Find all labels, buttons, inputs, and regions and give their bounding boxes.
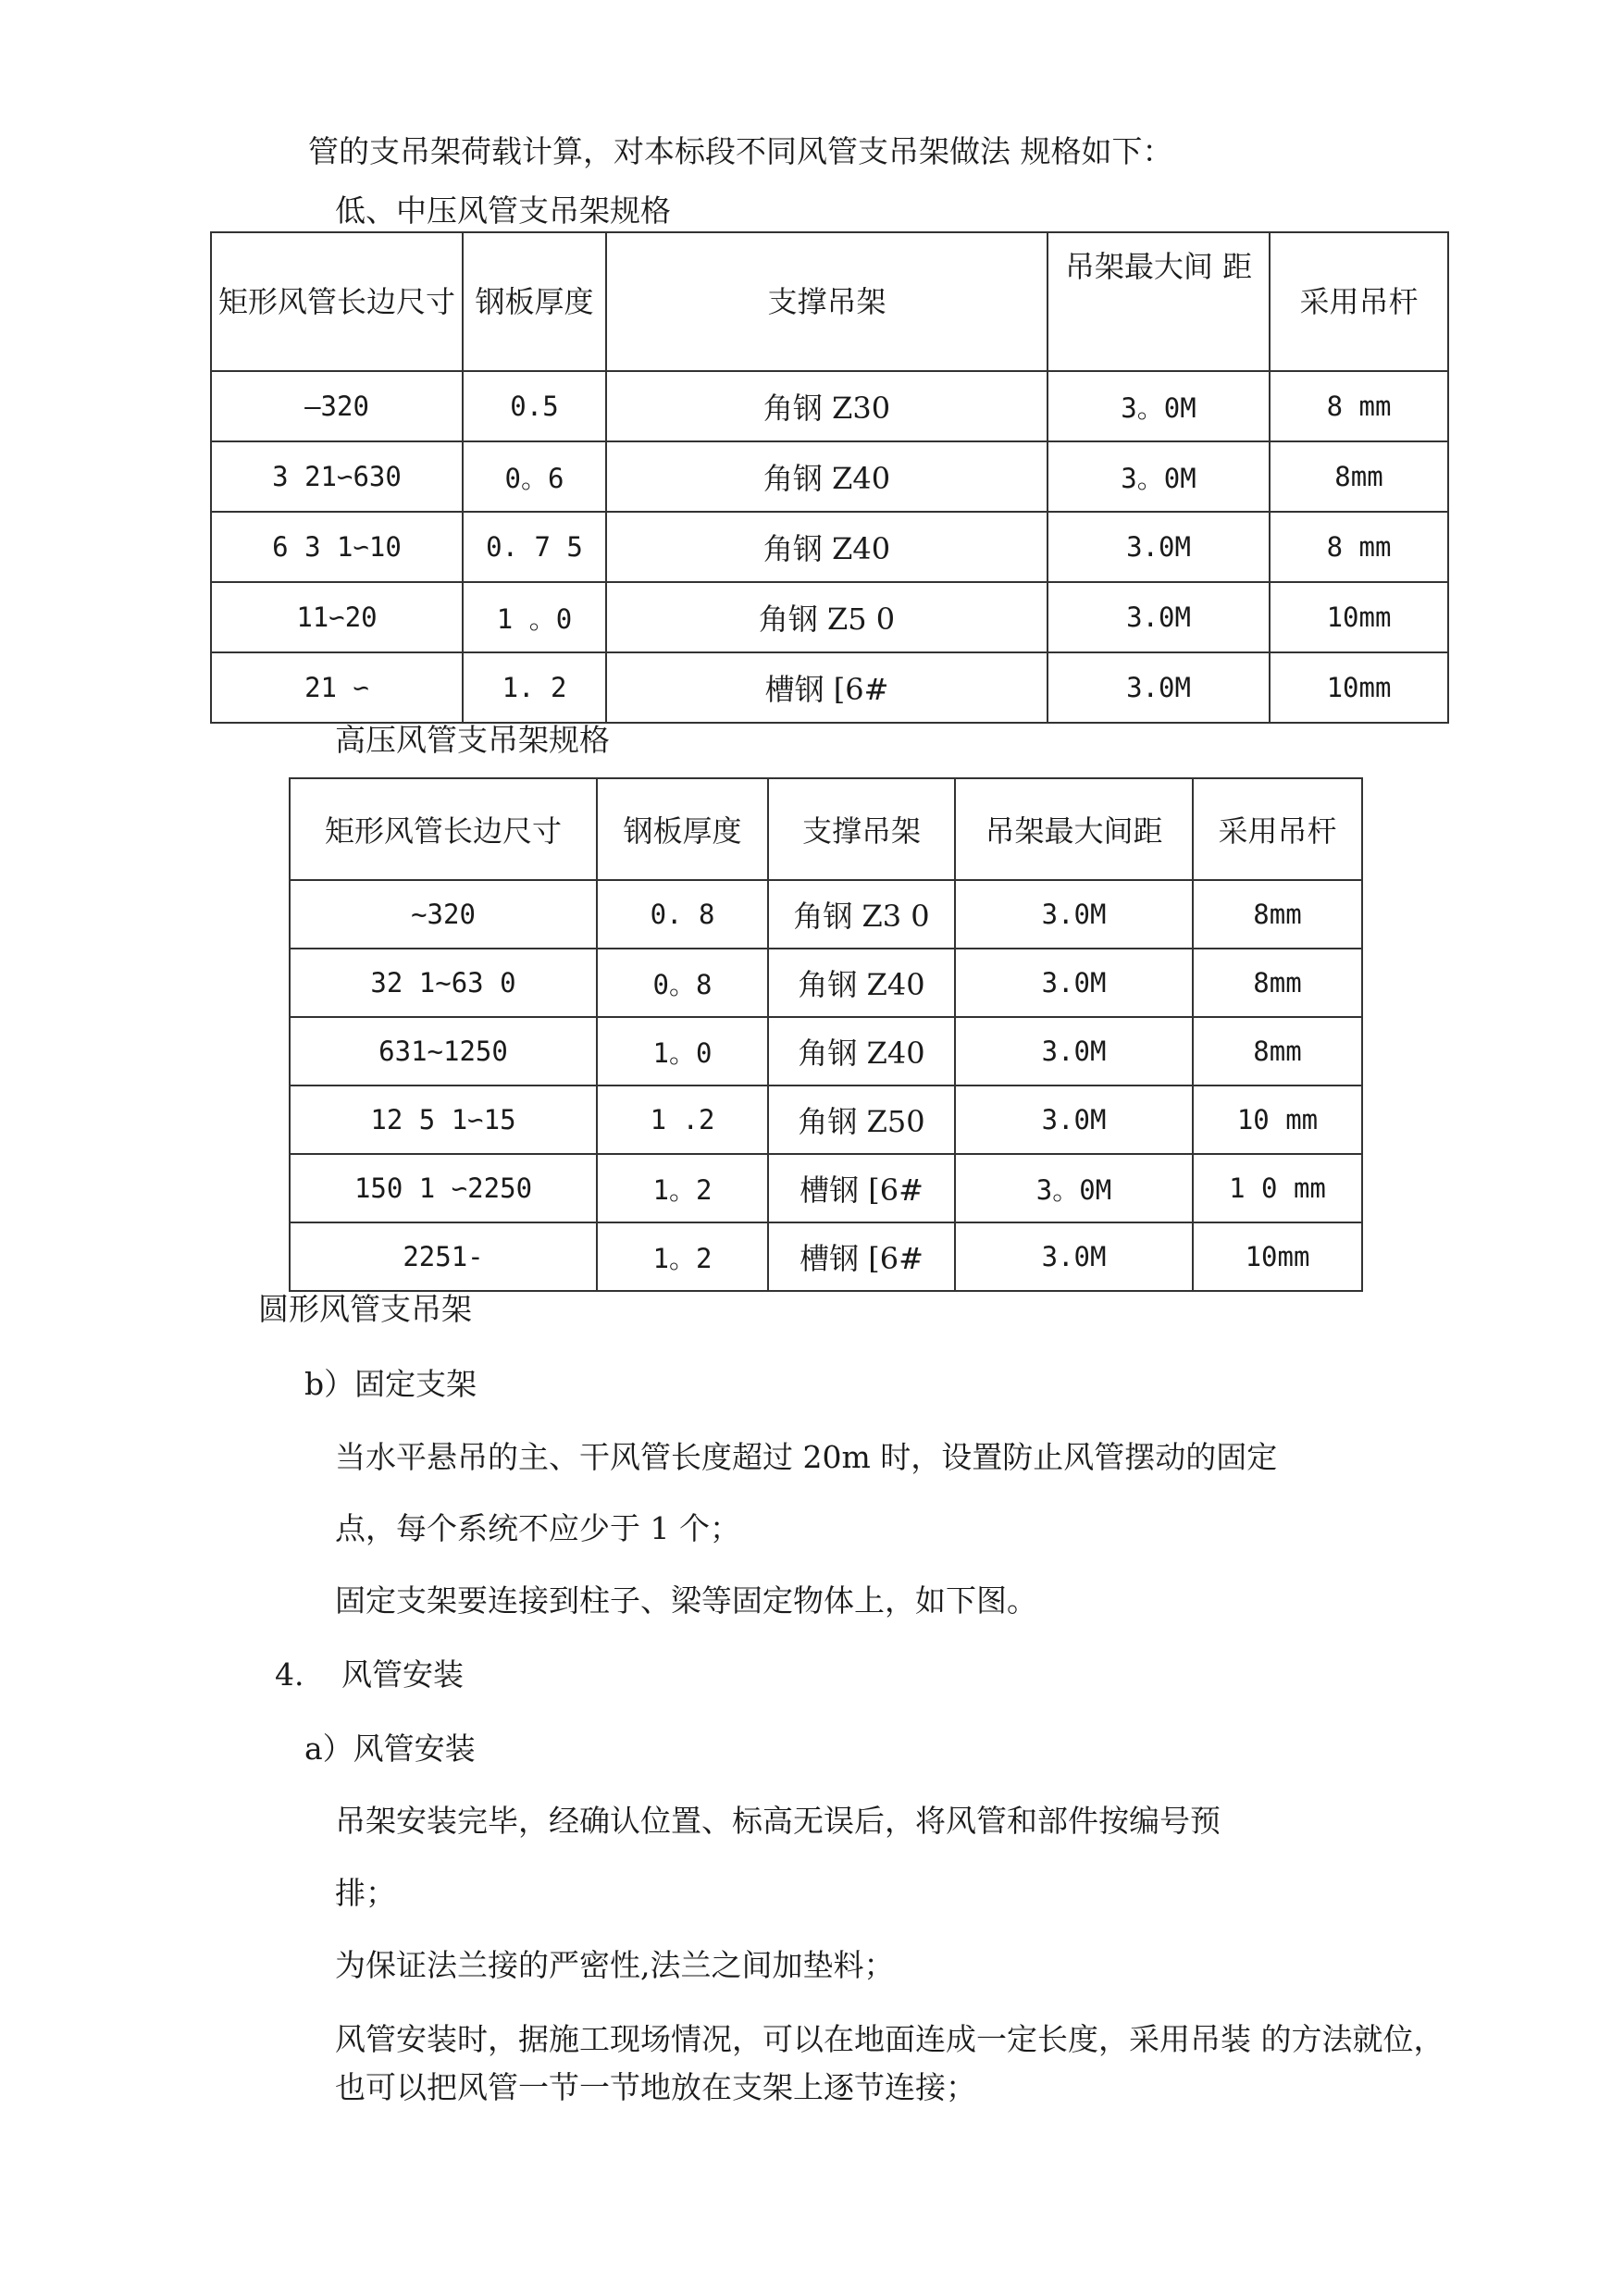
table-row — [290, 1154, 1362, 1222]
spacing-cell: 3.0M — [955, 1222, 1193, 1291]
intro-text: 管的支吊架荷载计算，对本标段不同风管支吊架做法 规格如下： — [308, 133, 1173, 169]
table-row — [290, 1085, 1362, 1154]
size-cell: 631~1250 — [290, 1017, 597, 1085]
table-row — [211, 371, 1448, 441]
rod-cell: 8 mm — [1270, 371, 1448, 441]
low-medium-pressure-table — [210, 231, 1449, 724]
section-number: 4. — [275, 1656, 304, 1693]
size-cell: ~320 — [290, 880, 597, 949]
support-cell: 角钢 Z50 — [768, 1085, 955, 1154]
size-cell: 2251- — [290, 1222, 597, 1291]
body-text: 风管安装时，据施工现场情况，可以在地面连成一定长度，采用吊装 的方法就位， — [335, 2021, 1444, 2057]
thickness-cell: 1。0 — [597, 1017, 768, 1085]
support-cell: 角钢 Z40 — [768, 1017, 955, 1085]
round-duct-title: 圆形风管支吊架 — [258, 1291, 472, 1327]
rod-cell: 8mm — [1270, 441, 1448, 512]
thickness-cell: 1。2 — [597, 1222, 768, 1291]
rod-cell: 10mm — [1270, 652, 1448, 723]
table-row — [290, 949, 1362, 1017]
table-row — [211, 441, 1448, 512]
body-text: 也可以把风管一节一节地放在支架上逐节连接； — [335, 2069, 976, 2105]
table-header-row — [290, 778, 1362, 880]
spacing-cell: 3.0M — [955, 880, 1193, 949]
size-cell: 6 3 1∽10 — [211, 512, 463, 582]
rod-cell: 10 mm — [1193, 1085, 1362, 1154]
size-cell: 3 21∽630 — [211, 441, 463, 512]
spacing-cell: 3.0M — [955, 1085, 1193, 1154]
thickness-cell: 1 。0 — [463, 582, 606, 652]
fixed-support-text: 固定支架要连接到柱子、梁等固定物体上，如下图。 — [335, 1582, 1037, 1619]
support-cell: 角钢 Z40 — [606, 512, 1048, 582]
size-cell: 150 1 ∽2250 — [290, 1154, 597, 1222]
rod-cell: 8 mm — [1270, 512, 1448, 582]
header-cell: 吊架最大间 距 — [1048, 232, 1270, 371]
table1-caption: 低、中压风管支吊架规格 — [335, 192, 671, 229]
header-cell: 支撑吊架 — [768, 778, 955, 880]
fixed-support-text: 当水平悬吊的主、干风管长度超过 20m 时，设置防止风管摆动的固定 — [335, 1439, 1278, 1475]
support-cell: 槽钢 [6# — [606, 652, 1048, 723]
subsection-heading: a）风管安装 — [304, 1731, 476, 1767]
section-title: 风管安装 — [341, 1656, 464, 1693]
header-cell: 采用吊杆 — [1193, 778, 1362, 880]
rod-cell: 10mm — [1270, 582, 1448, 652]
support-cell: 角钢 Z40 — [606, 441, 1048, 512]
thickness-cell: 1 .2 — [597, 1085, 768, 1154]
body-text: 排； — [335, 1875, 396, 1911]
support-cell: 角钢 Z30 — [606, 371, 1048, 441]
spacing-cell: 3.0M — [1048, 582, 1270, 652]
rod-cell: 10mm — [1193, 1222, 1362, 1291]
size-cell: —320 — [211, 371, 463, 441]
header-cell: 吊架最大间距 — [955, 778, 1193, 880]
support-cell: 角钢 Z3 0 — [768, 880, 955, 949]
spacing-cell: 3.0M — [1048, 652, 1270, 723]
table-row — [211, 582, 1448, 652]
table-row — [211, 512, 1448, 582]
size-cell: 32 1~63 0 — [290, 949, 597, 1017]
thickness-cell: 0.5 — [463, 371, 606, 441]
table-row — [290, 1222, 1362, 1291]
table-row — [290, 880, 1362, 949]
rod-cell: 8mm — [1193, 949, 1362, 1017]
size-cell: 21 ∽ — [211, 652, 463, 723]
header-cell: 矩形风管长边尺寸 — [211, 232, 463, 371]
thickness-cell: 1。2 — [597, 1154, 768, 1222]
spacing-cell: 3.0M — [1048, 512, 1270, 582]
table2-caption: 高压风管支吊架规格 — [335, 722, 610, 758]
support-cell: 槽钢 [6# — [768, 1222, 955, 1291]
table-header-row — [211, 232, 1448, 371]
rod-cell: 8mm — [1193, 1017, 1362, 1085]
thickness-cell: 0. 8 — [597, 880, 768, 949]
header-cell: 支撑吊架 — [606, 232, 1048, 371]
header-cell: 钢板厚度 — [463, 232, 606, 371]
body-text: 为保证法兰接的严密性,法兰之间加垫料； — [335, 1947, 895, 1983]
support-cell: 槽钢 [6# — [768, 1154, 955, 1222]
body-text: 吊架安装完毕，经确认位置、标高无误后，将风管和部件按编号预 — [335, 1803, 1221, 1839]
thickness-cell: 0. 7 5 — [463, 512, 606, 582]
thickness-cell: 0。8 — [597, 949, 768, 1017]
spacing-cell: 3。0M — [1048, 441, 1270, 512]
spacing-cell: 3。0M — [955, 1154, 1193, 1222]
support-cell: 角钢 Z5 0 — [606, 582, 1048, 652]
thickness-cell: 0。6 — [463, 441, 606, 512]
spacing-cell: 3.0M — [955, 949, 1193, 1017]
header-cell: 采用吊杆 — [1270, 232, 1448, 371]
rod-cell: 1 0 mm — [1193, 1154, 1362, 1222]
spacing-cell: 3.0M — [955, 1017, 1193, 1085]
size-cell: 11∽20 — [211, 582, 463, 652]
high-pressure-table — [289, 777, 1363, 1292]
header-cell: 钢板厚度 — [597, 778, 768, 880]
spacing-cell: 3。0M — [1048, 371, 1270, 441]
header-cell: 矩形风管长边尺寸 — [290, 778, 597, 880]
fixed-support-heading: b）固定支架 — [304, 1366, 477, 1402]
size-cell: 12 5 1∽15 — [290, 1085, 597, 1154]
thickness-cell: 1. 2 — [463, 652, 606, 723]
support-cell: 角钢 Z40 — [768, 949, 955, 1017]
table-row — [290, 1017, 1362, 1085]
table-row — [211, 652, 1448, 723]
fixed-support-text: 点，每个系统不应少于 1 个； — [335, 1510, 740, 1546]
rod-cell: 8mm — [1193, 880, 1362, 949]
